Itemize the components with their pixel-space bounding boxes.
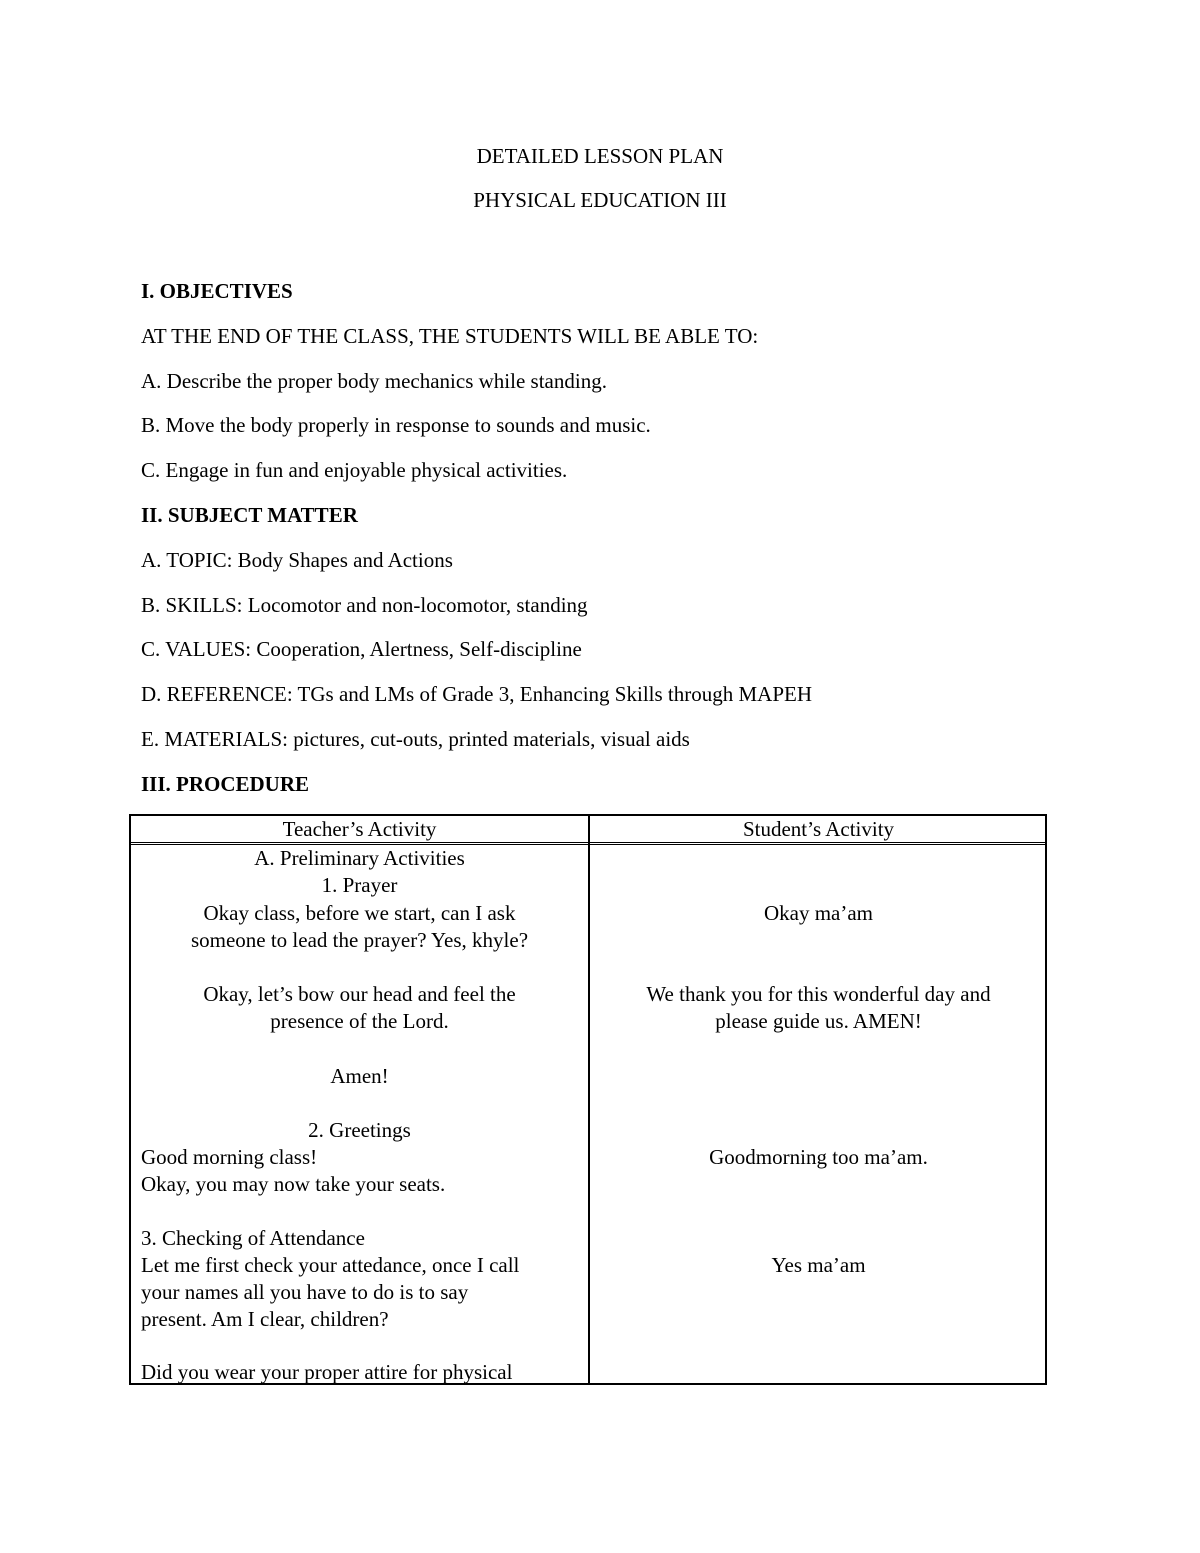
document-subtitle: PHYSICAL EDUCATION III [473,188,727,212]
subject-matter-item: C. VALUES: Cooperation, Alertness, Self-discipline [141,637,582,661]
subject-matter-item: B. SKILLS: Locomotor and non-locomotor, standing [141,593,588,617]
teacher-greetings-heading: 2. Greetings [308,1118,411,1142]
teacher-bow-line: presence of the Lord. [270,1009,449,1033]
teacher-activity-header: Teacher’s Activity [282,817,437,841]
subject-matter-item: E. MATERIALS: pictures, cut-outs, printed materials, visual aids [141,727,690,751]
student-prayer-line: We thank you for this wonderful day and [646,982,991,1006]
objectives-heading: I. OBJECTIVES [141,279,293,303]
subject-matter-item: A. TOPIC: Body Shapes and Actions [141,548,453,572]
teacher-preliminary: A. Preliminary Activities [254,846,465,870]
subject-matter-item: D. REFERENCE: TGs and LMs of Grade 3, Enhancing Skills through MAPEH [141,682,812,706]
student-yes: Yes ma’am [771,1253,866,1277]
student-goodmorning: Goodmorning too ma’am. [709,1145,928,1169]
teacher-attendance-line: Let me first check your attedance, once I call [141,1253,520,1277]
objective-item: C. Engage in fun and enjoyable physical activities. [141,458,568,482]
objectives-intro: AT THE END OF THE CLASS, THE STUDENTS WILL BE ABLE TO: [141,324,759,348]
objective-item: A. Describe the proper body mechanics while standing. [141,369,607,393]
document-title: DETAILED LESSON PLAN [476,144,724,168]
subject-matter-heading: II. SUBJECT MATTER [141,503,358,527]
teacher-prayer-heading: 1. Prayer [321,873,398,897]
teacher-attendance-line: present. Am I clear, children? [141,1307,389,1331]
teacher-attendance-heading: 3. Checking of Attendance [141,1226,365,1250]
teacher-bow-line: Okay, let’s bow our head and feel the [203,982,516,1006]
teacher-attendance-line: your names all you have to do is to say [141,1280,469,1304]
objective-item: B. Move the body properly in response to sounds and music. [141,413,651,437]
teacher-greetings-line: Okay, you may now take your seats. [141,1172,446,1196]
student-okay: Okay ma’am [763,901,874,925]
procedure-heading: III. PROCEDURE [141,772,310,796]
teacher-attire-line: Did you wear your proper attire for physical [141,1360,513,1384]
student-prayer-line: please guide us. AMEN! [715,1009,922,1033]
teacher-amen: Amen! [330,1064,389,1088]
teacher-greetings-line: Good morning class! [141,1145,318,1169]
teacher-prayer-line: someone to lead the prayer? Yes, khyle? [190,928,529,952]
teacher-prayer-line: Okay class, before we start, can I ask [203,901,516,925]
procedure-table [129,814,1047,1385]
student-activity-header: Student’s Activity [742,817,895,841]
